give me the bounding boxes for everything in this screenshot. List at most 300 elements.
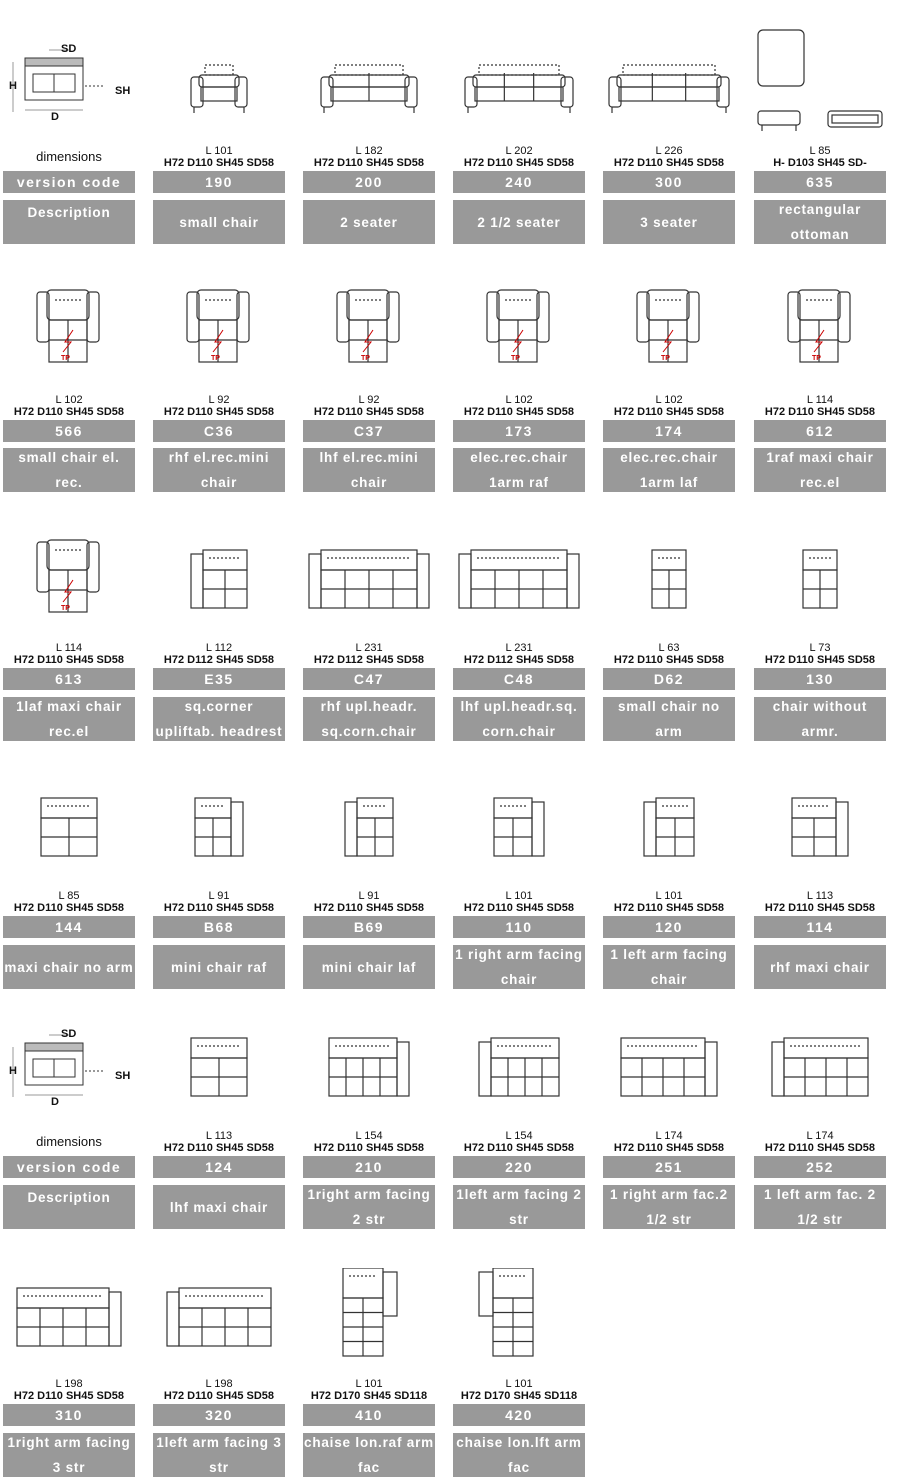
dim-sd: SD58	[546, 157, 575, 169]
dim-sh: SH45	[365, 406, 394, 418]
two-seater-icon	[303, 25, 435, 143]
dim-d: D110	[487, 157, 513, 169]
dim-h: H72	[613, 902, 635, 914]
legend-sh-label: SH	[115, 85, 131, 97]
product-description	[754, 945, 886, 989]
product-drawing	[754, 280, 886, 398]
dim-d: D110	[187, 1390, 213, 1402]
dimension-values	[744, 902, 896, 914]
dim-sd: SD58	[546, 406, 575, 418]
version-code: C48	[453, 668, 585, 690]
product-description	[453, 448, 585, 492]
dim-h: H72	[163, 902, 185, 914]
product-description-text: rectangular ottoman	[778, 202, 862, 242]
product-description	[603, 697, 735, 741]
product-description	[603, 945, 735, 989]
length-value: L 73	[809, 642, 831, 654]
product-description	[3, 945, 135, 989]
dim-sd: SD58	[847, 406, 876, 418]
dim-sh: SH45	[665, 157, 694, 169]
product-description-text: small chair no arm	[618, 699, 720, 739]
legend-h-label: H	[9, 80, 17, 92]
version-code: 144	[3, 916, 135, 938]
dim-h: H72	[460, 1390, 482, 1402]
one-arm-chair-icon	[453, 778, 585, 896]
product-description	[603, 1185, 735, 1229]
dim-sd: SD58	[696, 654, 725, 666]
dim-sh: SH45	[515, 157, 544, 169]
dimension-values	[593, 1142, 745, 1154]
dimension-values	[143, 654, 295, 666]
product-description	[153, 1185, 285, 1229]
dim-sh: SH45	[515, 654, 544, 666]
version-code: 173	[453, 420, 585, 442]
legend-sd-label: SD	[61, 43, 77, 55]
version-code: D62	[603, 668, 735, 690]
dim-sh: SH45	[215, 1142, 244, 1154]
version-code: 566	[3, 420, 135, 442]
product-description-text: rhf upl.headr. sq.corn.chair	[320, 699, 418, 739]
dim-sd: SD58	[96, 902, 125, 914]
length-value: L 174	[655, 1130, 683, 1142]
dim-h: H72	[463, 1142, 485, 1154]
dim-h: H-	[773, 157, 785, 169]
length-value: L 102	[655, 394, 683, 406]
dim-h: H72	[764, 902, 786, 914]
dimension-values	[0, 902, 145, 914]
three-seater-icon	[603, 25, 735, 143]
version-code: 613	[3, 668, 135, 690]
version-code: 174	[603, 420, 735, 442]
dim-sh: SH45	[665, 406, 694, 418]
dim-sd: SD58	[396, 1142, 425, 1154]
length-value: L 92	[358, 394, 380, 406]
dim-sd: SD58	[396, 654, 425, 666]
product-description	[303, 1433, 435, 1477]
version-code: 124	[153, 1156, 285, 1178]
product-description	[754, 448, 886, 492]
dim-sh: SH45	[65, 1390, 94, 1402]
dim-sd: SD58	[396, 157, 425, 169]
dim-h: H72	[13, 1390, 35, 1402]
dimension-values	[0, 654, 145, 666]
dim-d: D110	[337, 1142, 363, 1154]
version-code: C37	[303, 420, 435, 442]
length-value: L 174	[806, 1130, 834, 1142]
dimension-legend-1	[3, 42, 135, 122]
product-description	[603, 448, 735, 492]
dim-sd: SD58	[246, 1390, 275, 1402]
corner-sofa-icon	[453, 530, 585, 648]
dim-h: H72	[764, 654, 786, 666]
dim-sh: SH45	[513, 1390, 542, 1402]
product-drawing	[603, 280, 735, 398]
dim-sh: SH45	[365, 902, 394, 914]
version-code: 410	[303, 1404, 435, 1426]
dim-d: D110	[637, 902, 663, 914]
svg-text:TP: TP	[661, 355, 670, 362]
length-value: L 102	[505, 394, 533, 406]
dimension-values	[443, 406, 595, 418]
dim-h: H72	[764, 406, 786, 418]
dim-h: H72	[463, 654, 485, 666]
dim-sh: SH45	[365, 1142, 394, 1154]
dim-d: D110	[637, 654, 663, 666]
product-description-text: 1laf maxi chair rec.el	[16, 699, 122, 739]
version-code: B69	[303, 916, 435, 938]
dim-sd: SD58	[546, 1142, 575, 1154]
dim-sh: SH45	[515, 406, 544, 418]
product-drawing	[754, 778, 886, 896]
length-value: L 102	[55, 394, 83, 406]
product-drawing	[303, 280, 435, 398]
product-drawing	[3, 530, 135, 648]
product-description	[153, 1433, 285, 1477]
dim-sh: SH45	[816, 1142, 845, 1154]
product-drawing	[453, 25, 585, 143]
dimension-values	[143, 1142, 295, 1154]
svg-text:TP: TP	[511, 355, 520, 362]
legend-h-label: H	[9, 1065, 17, 1077]
product-drawing	[303, 1268, 435, 1386]
product-drawing	[453, 280, 585, 398]
dim-d: D110	[337, 902, 363, 914]
version-code: 251	[603, 1156, 735, 1178]
product-description-text: lhf el.rec.mini chair	[319, 450, 419, 490]
product-drawing	[453, 778, 585, 896]
dim-sh: SH45	[215, 406, 244, 418]
dim-sd: SD-	[847, 157, 867, 169]
version-code: 210	[303, 1156, 435, 1178]
product-drawing	[754, 530, 886, 648]
dimension-values	[293, 157, 445, 169]
product-description	[303, 1185, 435, 1229]
version-code: 190	[153, 171, 285, 193]
dim-d: D112	[187, 654, 213, 666]
dim-sd: SD58	[546, 902, 575, 914]
product-description-text: sq.corner upliftab. headrest	[155, 699, 283, 739]
recliner-icon	[3, 280, 135, 398]
product-description	[303, 200, 435, 244]
corner-icon	[153, 530, 285, 648]
length-value: L 101	[505, 890, 533, 902]
dimension-values	[143, 157, 295, 169]
dim-sh: SH45	[65, 406, 94, 418]
product-drawing	[303, 530, 435, 648]
recliner-icon	[453, 280, 585, 398]
product-drawing	[754, 1018, 886, 1136]
dimension-values	[143, 406, 295, 418]
product-description-text: 1right arm facing 2 str	[307, 1187, 431, 1227]
length-value: L 231	[505, 642, 533, 654]
dim-sd: SD58	[396, 406, 425, 418]
product-description	[754, 200, 886, 244]
dim-h: H72	[313, 406, 335, 418]
product-description-text: 1raf maxi chair rec.el	[766, 450, 874, 490]
dim-h: H72	[163, 157, 185, 169]
version-code: B68	[153, 916, 285, 938]
length-value: L 63	[658, 642, 680, 654]
dim-sd: SD58	[546, 654, 575, 666]
dim-h: H72	[613, 1142, 635, 1154]
dimension-values	[0, 406, 145, 418]
product-description-text: rhf el.rec.mini chair	[168, 450, 270, 490]
dimension-values	[744, 157, 896, 169]
version-code: 320	[153, 1404, 285, 1426]
version-code-label: version code	[3, 171, 135, 193]
dim-sd: SD58	[696, 406, 725, 418]
dim-sd: SD58	[96, 654, 125, 666]
length-value: L 85	[58, 890, 80, 902]
dim-d: D110	[337, 406, 363, 418]
dim-h: H72	[313, 902, 335, 914]
product-description-text: 1left arm facing 2 str	[456, 1187, 582, 1227]
version-code: 420	[453, 1404, 585, 1426]
product-description	[453, 697, 585, 741]
dim-d: D110	[337, 157, 363, 169]
dim-d: D110	[637, 406, 663, 418]
product-description-text: maxi chair no arm	[4, 959, 134, 975]
dim-sd: SD58	[246, 157, 275, 169]
dim-sd: SD58	[696, 1142, 725, 1154]
product-description-text: elec.rec.chair 1arm laf	[620, 450, 718, 490]
recliner-icon	[754, 280, 886, 398]
dimension-values	[293, 1390, 445, 1402]
length-value: L 101	[505, 1378, 533, 1390]
version-code: C36	[153, 420, 285, 442]
length-value: L 154	[355, 1130, 383, 1142]
product-description	[3, 448, 135, 492]
length-value: L 154	[505, 1130, 533, 1142]
legend-sh-label: SH	[115, 1070, 131, 1082]
dimension-legend-2	[3, 1027, 135, 1107]
product-description-text: 1right arm facing 3 str	[7, 1435, 131, 1475]
dim-h: H72	[764, 1142, 786, 1154]
legend-sd-label: SD	[61, 1028, 77, 1040]
dimension-values	[0, 1390, 145, 1402]
length-value: L 198	[205, 1378, 233, 1390]
length-value: L 114	[55, 642, 83, 654]
product-drawing	[153, 280, 285, 398]
product-description-text: 1 right arm fac.2 1/2 str	[610, 1187, 728, 1227]
dim-d: D110	[788, 406, 814, 418]
product-drawing	[453, 1268, 585, 1386]
svg-text:TP: TP	[211, 355, 220, 362]
dimension-values	[443, 654, 595, 666]
product-description	[303, 945, 435, 989]
product-description-text: small chair	[179, 214, 259, 230]
dimension-values	[143, 902, 295, 914]
dimension-values	[744, 406, 896, 418]
dimension-values	[593, 654, 745, 666]
product-description-text: 2 seater	[340, 214, 398, 230]
product-drawing	[153, 1268, 285, 1386]
armless-chair-icon	[754, 530, 886, 648]
version-code: 200	[303, 171, 435, 193]
dim-sh: SH45	[816, 406, 845, 418]
dim-sd: SD58	[847, 1142, 876, 1154]
product-description-text: lhf maxi chair	[169, 1199, 269, 1215]
dim-sd: SD58	[696, 157, 725, 169]
product-description	[303, 697, 435, 741]
dim-sh: SH45	[215, 902, 244, 914]
product-description-text: elec.rec.chair 1arm raf	[470, 450, 568, 490]
dim-h: H72	[463, 902, 485, 914]
product-drawing	[303, 778, 435, 896]
product-description	[3, 1433, 135, 1477]
recliner-icon	[303, 280, 435, 398]
length-value: L 226	[655, 145, 683, 157]
product-description-text: mini chair raf	[171, 959, 267, 975]
dim-d: D110	[487, 1142, 513, 1154]
dimension-values	[744, 1142, 896, 1154]
product-description	[153, 448, 285, 492]
chaise-icon	[453, 1268, 585, 1386]
dim-d: D170	[484, 1390, 511, 1402]
dim-d: D110	[487, 406, 513, 418]
length-value: L 114	[806, 394, 834, 406]
length-value: L 112	[205, 642, 233, 654]
product-description-text: 1 right arm facing chair	[455, 947, 583, 987]
dim-h: H72	[13, 902, 35, 914]
product-drawing	[3, 280, 135, 398]
product-description	[453, 200, 585, 244]
product-description-text: small chair el. rec.	[18, 450, 120, 490]
length-value: L 92	[208, 394, 230, 406]
version-code: 612	[754, 420, 886, 442]
dim-d: D110	[37, 902, 63, 914]
length-value: L 101	[355, 1378, 383, 1390]
product-description-text: chaise lon.raf arm fac	[304, 1435, 434, 1475]
recliner-icon	[603, 280, 735, 398]
dimension-values	[593, 406, 745, 418]
dimension-values	[443, 157, 595, 169]
ottoman-icon	[754, 25, 886, 143]
version-code-label: version code	[3, 1156, 135, 1178]
two-half-module-icon	[754, 1018, 886, 1136]
dim-h: H72	[463, 157, 485, 169]
product-drawing	[153, 530, 285, 648]
dim-h: H72	[163, 1390, 185, 1402]
dim-d: D170	[334, 1390, 361, 1402]
two-seater-module-icon	[303, 1018, 435, 1136]
dimension-values	[293, 902, 445, 914]
mini-chair-icon	[303, 778, 435, 896]
length-value: L 113	[806, 890, 834, 902]
dim-h: H72	[310, 1390, 332, 1402]
version-code: 635	[754, 171, 886, 193]
dim-h: H72	[313, 157, 335, 169]
dimension-values	[593, 157, 745, 169]
dimension-values	[293, 654, 445, 666]
dim-h: H72	[613, 654, 635, 666]
dimensions-label: dimensions	[36, 1134, 102, 1149]
dim-sh: SH45	[665, 654, 694, 666]
dim-d: D110	[37, 406, 63, 418]
version-code: 310	[3, 1404, 135, 1426]
product-description-text: chair without armr.	[772, 699, 868, 739]
dim-sd: SD58	[246, 902, 275, 914]
dim-h: H72	[13, 406, 35, 418]
length-value: L 91	[358, 890, 380, 902]
length-value: L 198	[55, 1378, 83, 1390]
dim-sd: SD58	[96, 406, 125, 418]
version-code: C47	[303, 668, 435, 690]
version-code: 114	[754, 916, 886, 938]
version-code: E35	[153, 668, 285, 690]
small-chair-icon	[153, 25, 285, 143]
product-description	[754, 697, 886, 741]
dim-h: H72	[313, 654, 335, 666]
dim-sd: SD118	[544, 1390, 578, 1402]
dim-sh: SH45	[365, 157, 394, 169]
description-label-text: Description	[27, 205, 111, 220]
dim-sh: SH45	[816, 902, 845, 914]
dim-sh: SH45	[817, 157, 845, 169]
dimension-values	[293, 406, 445, 418]
product-drawing	[303, 1018, 435, 1136]
dim-h: H72	[463, 406, 485, 418]
legend-d-label: D	[51, 111, 59, 122]
dim-sh: SH45	[215, 1390, 244, 1402]
dim-sd: SD58	[246, 1142, 275, 1154]
dim-sd: SD58	[96, 1390, 125, 1402]
three-seater-module-icon	[3, 1268, 135, 1386]
dim-h: H72	[163, 1142, 185, 1154]
dim-sh: SH45	[665, 1142, 694, 1154]
dim-d: D112	[487, 654, 513, 666]
product-drawing	[603, 778, 735, 896]
product-description	[3, 697, 135, 741]
product-drawing	[3, 778, 135, 896]
product-drawing	[453, 1018, 585, 1136]
product-description-text: rhf maxi chair	[770, 959, 870, 975]
svg-text:TP: TP	[61, 355, 70, 362]
product-drawing	[153, 1018, 285, 1136]
length-value: L 182	[355, 145, 383, 157]
dimensions-label: dimensions	[36, 149, 102, 164]
dim-sh: SH45	[65, 902, 94, 914]
version-code: 252	[754, 1156, 886, 1178]
length-value: L 231	[355, 642, 383, 654]
dim-d: D110	[487, 902, 513, 914]
dim-d: D103	[787, 157, 815, 169]
dim-sh: SH45	[515, 1142, 544, 1154]
product-description-text: 3 seater	[640, 214, 698, 230]
product-description-text: 1 left arm fac. 2 1/2 str	[764, 1187, 876, 1227]
product-drawing	[603, 530, 735, 648]
dim-sh: SH45	[816, 654, 845, 666]
dim-sh: SH45	[65, 654, 94, 666]
dim-h: H72	[613, 406, 635, 418]
dim-sh: SH45	[665, 902, 694, 914]
dim-sd: SD58	[246, 406, 275, 418]
dim-sd: SD58	[847, 902, 876, 914]
product-description	[453, 945, 585, 989]
dim-d: D110	[637, 1142, 663, 1154]
dim-h: H72	[13, 654, 35, 666]
maxi-chair-icon	[754, 778, 886, 896]
dim-sd: SD58	[246, 654, 275, 666]
dim-h: H72	[613, 157, 635, 169]
dim-sh: SH45	[363, 1390, 392, 1402]
length-value: L 101	[205, 145, 233, 157]
length-value: L 85	[809, 145, 831, 157]
version-code: 300	[603, 171, 735, 193]
dim-sd: SD58	[396, 902, 425, 914]
product-description-text: 1 left arm facing chair	[610, 947, 728, 987]
chaise-icon	[303, 1268, 435, 1386]
